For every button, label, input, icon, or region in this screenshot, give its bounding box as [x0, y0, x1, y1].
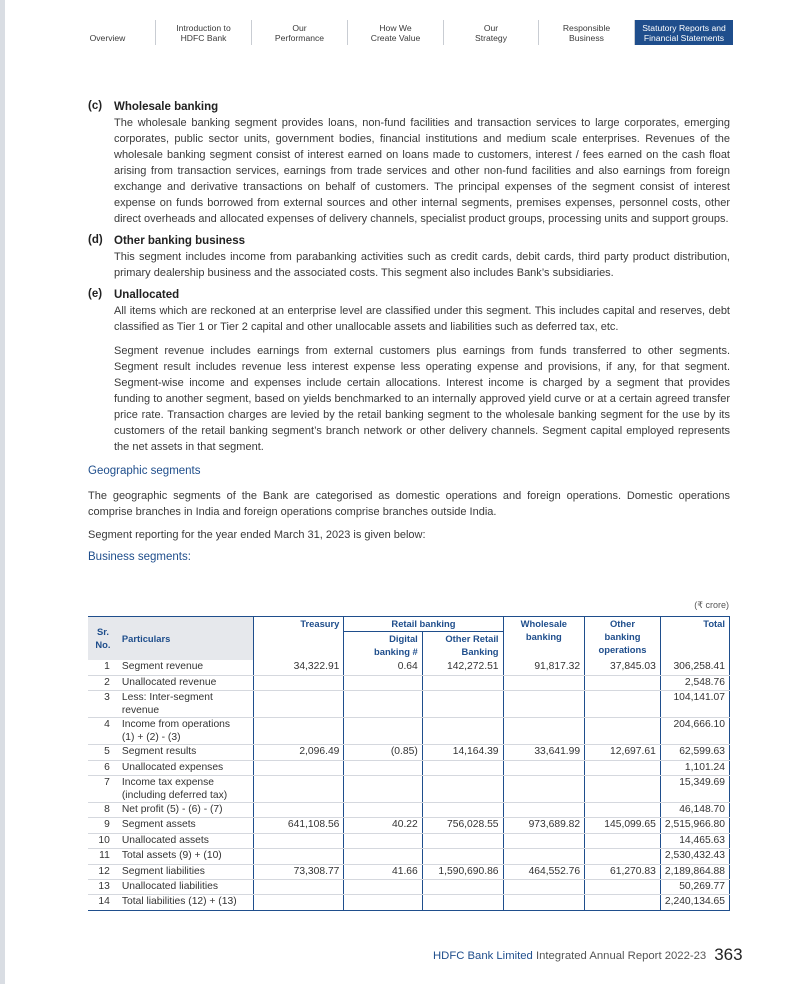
- header-text: Retail banking: [391, 618, 456, 629]
- table-row: [88, 760, 730, 775]
- cell-particulars: Unallocated revenue: [118, 675, 254, 690]
- cell-value: [422, 760, 503, 775]
- table-row: [88, 833, 730, 848]
- nav-tab-overview[interactable]: [60, 20, 156, 45]
- header-digital: [344, 632, 422, 660]
- unit-label: (₹ crore): [694, 600, 729, 610]
- cell-particulars: Income from operations (1) + (2) - (3): [118, 718, 254, 745]
- cell-value: 145,099.65: [585, 818, 661, 833]
- cell-value: [503, 849, 585, 864]
- cell-value: [503, 718, 585, 745]
- table-row: [88, 895, 730, 910]
- cell-value: [422, 775, 503, 802]
- cell-value: [344, 833, 422, 848]
- section-nav: [60, 20, 733, 45]
- cell-particulars: Segment revenue: [118, 660, 254, 675]
- cell-value: 46,148.70: [660, 802, 729, 817]
- cell-value: [253, 802, 343, 817]
- header-particulars: [118, 617, 254, 660]
- cell-value: [503, 691, 585, 718]
- cell-value: [344, 675, 422, 690]
- cell-value: [422, 833, 503, 848]
- business-segments-table: [88, 616, 730, 911]
- cell-value: [503, 833, 585, 848]
- table-row: [88, 745, 730, 760]
- cell-value: 15,349.69: [660, 775, 729, 802]
- cell-value: [422, 691, 503, 718]
- cell-value: 40.22: [344, 818, 422, 833]
- cell-srno: 10: [88, 833, 118, 848]
- cell-value: [585, 849, 661, 864]
- cell-value: 33,641.99: [503, 745, 585, 760]
- table-row: [88, 849, 730, 864]
- table-row: [88, 864, 730, 879]
- cell-value: 641,108.56: [253, 818, 343, 833]
- nav-label: Overview: [89, 33, 126, 43]
- nav-label: Responsible Business: [562, 23, 611, 43]
- cell-value: [585, 895, 661, 910]
- cell-value: [344, 775, 422, 802]
- header-wholesale: [503, 617, 585, 660]
- nav-label: Our Performance: [274, 23, 325, 43]
- cell-value: 204,666.10: [660, 718, 729, 745]
- cell-srno: 4: [88, 718, 118, 745]
- header-retail-banking: [344, 617, 503, 632]
- cell-value: [503, 675, 585, 690]
- header-text: Wholesale banking: [520, 618, 568, 642]
- cell-particulars: Unallocated liabilities: [118, 879, 254, 894]
- section-title: Unallocated: [114, 289, 180, 301]
- cell-value: 14,164.39: [422, 745, 503, 760]
- cell-value: 14,465.63: [660, 833, 729, 848]
- cell-value: [253, 675, 343, 690]
- cell-value: 62,599.63: [660, 745, 729, 760]
- header-other-ops: [585, 617, 661, 660]
- section-unallocated: [88, 288, 730, 455]
- cell-value: [585, 879, 661, 894]
- cell-value: [344, 718, 422, 745]
- cell-value: 12,697.61: [585, 745, 661, 760]
- cell-srno: 12: [88, 864, 118, 879]
- page-number: 363: [714, 945, 743, 964]
- cell-value: [253, 718, 343, 745]
- segment-reporting-intro: Segment reporting for the year ended March 31, 2023 is given below:: [88, 529, 426, 541]
- cell-srno: 7: [88, 775, 118, 802]
- geographic-segments-heading: Geographic segments: [88, 465, 201, 477]
- cell-particulars: Segment liabilities: [118, 864, 254, 879]
- cell-srno: 8: [88, 802, 118, 817]
- cell-value: [344, 895, 422, 910]
- cell-value: 61,270.83: [585, 864, 661, 879]
- table-row: [88, 718, 730, 745]
- cell-value: [422, 718, 503, 745]
- cell-particulars: Total assets (9) + (10): [118, 849, 254, 864]
- cell-value: [585, 802, 661, 817]
- section-title: Other banking business: [114, 235, 245, 247]
- section-body: All items which are reckoned at an enterprise level are classified under this segment. This includes capital and reserves, debt classified as Tier 1 or Tier 2 capital and other unallocable assets and liabilities such as deferred tax, etc.: [114, 305, 730, 333]
- cell-value: 1,590,690.86: [422, 864, 503, 879]
- cell-value: [253, 895, 343, 910]
- nav-tab-introduction[interactable]: [156, 20, 252, 45]
- header-text: Particulars: [121, 632, 171, 644]
- cell-particulars: Unallocated assets: [118, 833, 254, 848]
- cell-value: [344, 879, 422, 894]
- cell-value: [422, 675, 503, 690]
- cell-value: [253, 833, 343, 848]
- table-row: [88, 660, 730, 675]
- cell-particulars: Net profit (5) - (6) - (7): [118, 802, 254, 817]
- nav-tab-strategy[interactable]: [444, 20, 539, 45]
- cell-value: 2,240,134.65: [660, 895, 729, 910]
- cell-srno: 13: [88, 879, 118, 894]
- cell-value: [344, 802, 422, 817]
- nav-label: How We Create Value: [370, 23, 421, 43]
- section-label: (d): [88, 234, 103, 246]
- cell-value: [422, 895, 503, 910]
- cell-value: 34,322.91: [253, 660, 343, 675]
- nav-label: Our Strategy: [474, 23, 507, 43]
- cell-value: 73,308.77: [253, 864, 343, 879]
- cell-value: [253, 879, 343, 894]
- header-total: [660, 617, 729, 660]
- cell-particulars: Total liabilities (12) + (13): [118, 895, 254, 910]
- cell-value: [253, 849, 343, 864]
- cell-value: 1,101.24: [660, 760, 729, 775]
- cell-particulars: Segment assets: [118, 818, 254, 833]
- header-srno: [88, 617, 118, 660]
- header-treasury-sub: [253, 632, 343, 660]
- cell-value: [422, 879, 503, 894]
- cell-value: 306,258.41: [660, 660, 729, 675]
- cell-value: [344, 849, 422, 864]
- cell-value: [344, 760, 422, 775]
- cell-value: 2,548.76: [660, 675, 729, 690]
- table-row: [88, 775, 730, 802]
- section-wholesale-banking: [88, 100, 730, 227]
- cell-value: [503, 760, 585, 775]
- cell-srno: 2: [88, 675, 118, 690]
- cell-value: 2,515,966.80: [660, 818, 729, 833]
- header-text: Total: [703, 618, 725, 629]
- cell-srno: 11: [88, 849, 118, 864]
- table-row: [88, 818, 730, 833]
- cell-value: 0.64: [344, 660, 422, 675]
- table-body: [88, 660, 730, 910]
- cell-value: 2,530,432.43: [660, 849, 729, 864]
- cell-value: [585, 760, 661, 775]
- page-edge: [0, 0, 5, 984]
- cell-value: [585, 775, 661, 802]
- section-body-2: Segment revenue includes earnings from external customers plus earnings from funds transferred to other segments. Segment result includes revenue less interest expense less operating expense and provisions, if any, for that segment. Segment-wise income and expenses include certain allocations. Interest income is charged by a segment that provides funding to another segment, based on yields benchmarked to an internally approved yield curve or at a certain agreed transfer price rate. Transaction charges are levied by the retail banking segment to the wholesale banking segment for the use by its customers of the retail banking segment’s branch network or other delivery channels. Segment capital employed represents the net assets in that segment.: [114, 345, 730, 453]
- header-treasury: [253, 617, 343, 632]
- cell-value: [503, 775, 585, 802]
- nav-tab-statutory-reports[interactable]: [635, 20, 733, 45]
- cell-value: 2,189,864.88: [660, 864, 729, 879]
- cell-value: 973,689.82: [503, 818, 585, 833]
- cell-value: 41.66: [344, 864, 422, 879]
- nav-tab-responsible-business[interactable]: [539, 20, 635, 45]
- cell-value: 2,096.49: [253, 745, 343, 760]
- cell-srno: 9: [88, 818, 118, 833]
- cell-value: 104,141.07: [660, 691, 729, 718]
- cell-value: 756,028.55: [422, 818, 503, 833]
- cell-value: [253, 760, 343, 775]
- cell-value: [422, 802, 503, 817]
- cell-value: 37,845.03: [585, 660, 661, 675]
- nav-label: Statutory Reports and Financial Statements: [642, 23, 726, 43]
- cell-particulars: Income tax expense (including deferred tax): [118, 775, 254, 802]
- cell-srno: 5: [88, 745, 118, 760]
- nav-tab-performance[interactable]: [252, 20, 348, 45]
- header-text: Digital banking #: [374, 633, 418, 658]
- main-content: [88, 100, 730, 565]
- cell-value: [585, 691, 661, 718]
- section-label: (c): [88, 100, 103, 112]
- business-segments-heading: Business segments:: [88, 551, 191, 563]
- table-row: [88, 675, 730, 690]
- header-text: Sr. No.: [95, 626, 111, 651]
- cell-srno: 3: [88, 691, 118, 718]
- table-row: [88, 879, 730, 894]
- cell-value: [503, 879, 585, 894]
- cell-value: [585, 833, 661, 848]
- cell-value: 50,269.77: [660, 879, 729, 894]
- cell-value: [344, 691, 422, 718]
- header-text: Other Retail Banking: [445, 633, 499, 658]
- footer-report-title: Integrated Annual Report 2022-23: [532, 950, 707, 962]
- geographic-body: The geographic segments of the Bank are categorised as domestic operations and foreign operations. Domestic operations comprise branches in India and foreign operations comprise branches outside India.: [88, 490, 730, 518]
- cell-value: [253, 691, 343, 718]
- cell-value: [585, 675, 661, 690]
- nav-label: Introduction to HDFC Bank: [176, 23, 231, 43]
- section-title: Wholesale banking: [114, 101, 219, 113]
- cell-value: (0.85): [344, 745, 422, 760]
- cell-value: [503, 802, 585, 817]
- cell-particulars: Segment results: [118, 745, 254, 760]
- header-text: Other banking operations: [598, 618, 647, 655]
- nav-tab-create-value[interactable]: [348, 20, 444, 45]
- cell-value: 91,817.32: [503, 660, 585, 675]
- cell-value: 142,272.51: [422, 660, 503, 675]
- cell-value: [253, 775, 343, 802]
- cell-value: 464,552.76: [503, 864, 585, 879]
- section-body: The wholesale banking segment provides loans, non-fund facilities and transaction services to large corporates, emerging corporates, public sector units, government bodies, financial institutions and medium scale enterprises. Revenues of the wholesale banking segment consist of interest earned on loans made to customers, interest / fees earned on the cash float arising from transaction services, earnings from trade services and other non-fund facilities and also earnings from foreign exchange and derivative transactions on behalf of customers. The principal expenses of the segment consist of interest expense on funds borrowed from external sources and other internal segments, premises expenses, personnel costs, other direct overheads and allocated expenses of delivery channels, specialist product groups, processing units and support groups.: [114, 117, 730, 225]
- cell-value: [585, 718, 661, 745]
- cell-value: [503, 895, 585, 910]
- section-label: (e): [88, 288, 103, 300]
- header-other-retail: [422, 632, 503, 660]
- cell-particulars: Unallocated expenses: [118, 760, 254, 775]
- cell-srno: 1: [88, 660, 118, 675]
- header-text: Treasury: [300, 618, 340, 629]
- cell-value: [422, 849, 503, 864]
- section-body: This segment includes income from parabanking activities such as credit cards, debit cards, third party product distribution, primary dealership business and the associated costs. This segment also includes Bank’s subsidiaries.: [114, 251, 730, 279]
- cell-srno: 6: [88, 760, 118, 775]
- cell-srno: 14: [88, 895, 118, 910]
- cell-particulars: Less: Inter-segment revenue: [118, 691, 254, 718]
- table-row: [88, 691, 730, 718]
- table-row: [88, 802, 730, 817]
- page-footer: [433, 944, 743, 964]
- section-other-banking: [88, 234, 730, 281]
- footer-brand: HDFC Bank Limited: [433, 950, 533, 962]
